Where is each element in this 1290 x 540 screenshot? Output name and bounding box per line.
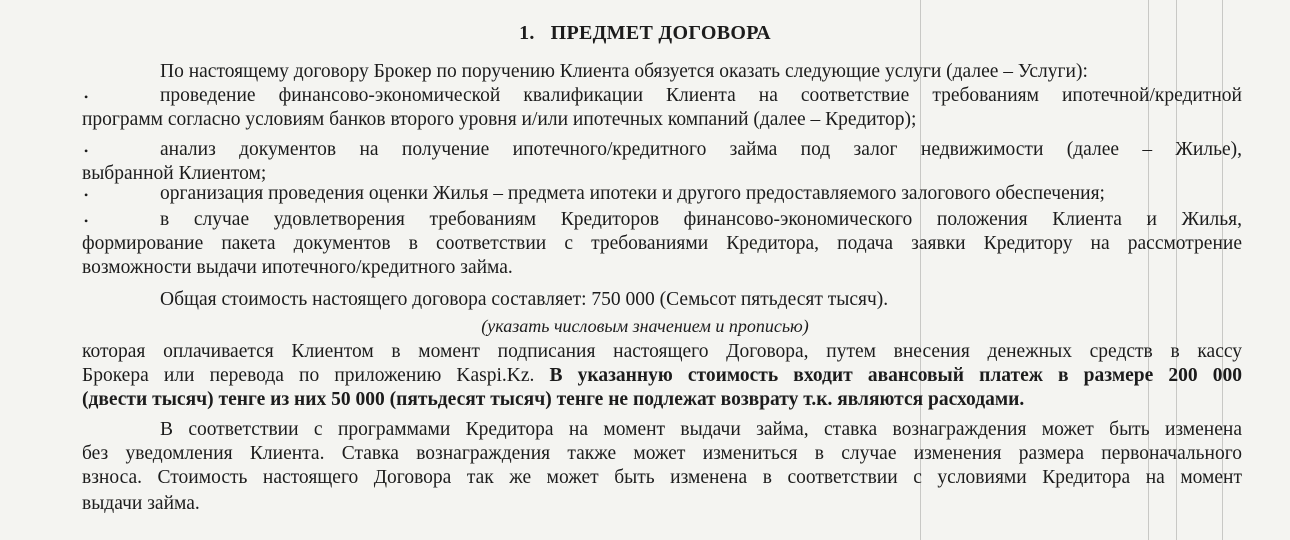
clause-1-3-line1: В соответствии с программами Кредитора на момент выдачи займа, ставка вознаграждения может быть изменена xyxy=(160,419,1242,440)
clause-1-2-line3-bold: В указанную стоимость входит авансовый платеж в размере 200 000 xyxy=(549,365,1242,386)
clause-1-3-line3: взноса. Стоимость настоящего Договора так же может быть изменена в соответствии с условиями Кредитора на момент xyxy=(82,467,1242,488)
item3-line1: организация проведения оценки Жилья – предмета ипотеки и другого предоставляемого залогового обеспечения; xyxy=(160,183,1105,204)
clause-1-2-line1: Общая стоимость настоящего договора составляет: 750 000 (Семьсот пятьдесят тысяч). xyxy=(160,289,889,310)
item1-line1: проведение финансово-экономической квалификации Клиента на соответствие требованиям ипотечной/кредитной xyxy=(160,85,1242,106)
item4-line1: в случае удовлетворения требованиям Кредиторов финансово-экономического положения Клиента и Жилья, xyxy=(160,209,1242,230)
item4-line2: формирование пакета документов в соответствии с требованиями Кредитора, подача заявки Кредитору на рассмотрение xyxy=(82,233,1242,254)
item2-line1: анализ документов на получение ипотечного/кредитного займа под залог недвижимости (далее – Жилье), xyxy=(160,139,1242,160)
clause-1-3-line4: выдачи займа. xyxy=(82,493,200,514)
clause-1-2-line3-plain: Брокера или перевода по приложению Kaspi.Kz. xyxy=(82,365,535,386)
bullet-icon: • xyxy=(84,144,89,158)
bullet-icon: • xyxy=(84,90,89,104)
section-number: 1. xyxy=(519,22,535,44)
section-title xyxy=(0,22,1290,45)
item2-line2: выбранной Клиентом; xyxy=(82,163,267,184)
item4-line3: возможности выдачи ипотечного/кредитного займа. xyxy=(82,257,513,278)
bullet-icon: • xyxy=(84,214,89,228)
clause-1-1-intro: По настоящему договору Брокер по поручению Клиента обязуется оказать следующие услуги (далее – Услуги): xyxy=(160,61,1088,82)
clause-1-2-line3 xyxy=(82,364,1242,388)
section-heading: ПРЕДМЕТ ДОГОВОРА xyxy=(550,22,771,44)
fill-in-note: (указать числовым значением и прописью) xyxy=(481,316,809,336)
clause-1-2-line4: (двести тысяч) тенге из них 50 000 (пятьдесят тысяч) тенге не подлежат возврату т.к. являются расходами. xyxy=(82,389,1025,410)
clause-1-3-line2: без уведомления Клиента. Ставка вознаграждения также может измениться в случае изменения размера первоначального xyxy=(82,443,1242,464)
clause-1-2-line2: которая оплачивается Клиентом в момент подписания настоящего Договора, путем внесения денежных средств в кассу xyxy=(82,341,1242,362)
item1-line2: программ согласно условиям банков второго уровня и/или ипотечных компаний (далее – Кредитор); xyxy=(82,109,917,130)
bullet-icon: • xyxy=(84,188,89,202)
